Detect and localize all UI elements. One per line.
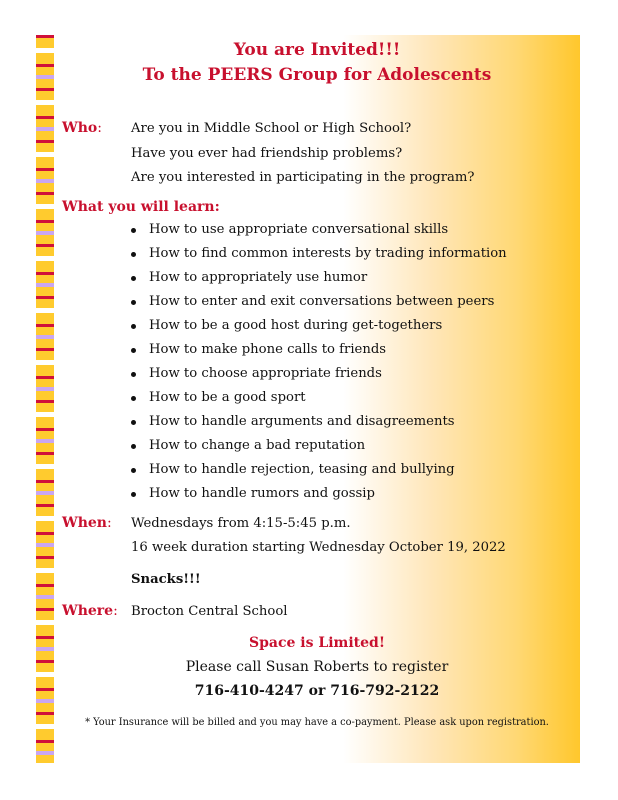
phone-numbers: 716-410-4247 or 716-792-2122	[194, 683, 440, 699]
decorative-stripe-border	[36, 35, 54, 763]
snacks-text: Snacks!!!	[131, 572, 201, 587]
who-line-2: Have you ever had friendship problems?	[131, 146, 403, 161]
who-colon: :	[97, 120, 102, 136]
list-item-text: How to handle rumors and gossip	[149, 486, 375, 501]
who-line-1: Are you in Middle School or High School?	[131, 121, 412, 136]
who-label	[62, 120, 102, 136]
where-value: Brocton Central School	[131, 604, 288, 619]
stripe-segment	[36, 105, 54, 152]
when-label-text: When	[62, 515, 107, 531]
list-item-text: How to use appropriate conversational skills	[149, 222, 449, 237]
list-item-text: How to handle rejection, teasing and bullying	[149, 462, 455, 477]
stripe-segment	[36, 677, 54, 724]
stripe-segment	[36, 417, 54, 464]
list-item-text: How to be a good host during get-togethers	[149, 318, 443, 333]
bullet-icon	[131, 372, 136, 377]
stripe-segment	[36, 53, 54, 100]
when-label	[62, 515, 112, 531]
bullet-icon	[131, 252, 136, 257]
stripe-segment	[36, 625, 54, 672]
where-label	[62, 603, 118, 619]
stripe-segment	[36, 521, 54, 568]
bullet-icon	[131, 348, 136, 353]
list-item-text: How to choose appropriate friends	[149, 366, 382, 381]
stripe-segment	[36, 365, 54, 412]
where-label-text: Where	[62, 603, 114, 619]
stripe-segment	[36, 157, 54, 204]
stripe-segment	[36, 313, 54, 360]
who-label-text: Who	[62, 120, 98, 136]
stripe-segment	[36, 573, 54, 620]
stripe-segment	[36, 469, 54, 516]
list-item-text: How to appropriately use humor	[149, 270, 368, 285]
stripe-segment	[36, 209, 54, 256]
stripe-segment	[36, 261, 54, 308]
bullet-icon	[131, 444, 136, 449]
bullet-icon	[131, 492, 136, 497]
list-item-text: How to handle arguments and disagreements	[149, 414, 455, 429]
list-item-text: How to make phone calls to friends	[149, 342, 387, 357]
who-line-3: Are you interested in participating in the program?	[131, 170, 475, 185]
insurance-footnote: * Your Insurance will be billed and you may have a co-payment. Please ask upon registration.	[85, 717, 549, 728]
title-invited: You are Invited!!!	[233, 40, 401, 60]
stripe-segment	[36, 35, 54, 48]
call-to-register-text: Please call Susan Roberts to register	[185, 659, 449, 675]
bullet-icon	[131, 228, 136, 233]
list-item-text: How to find common interests by trading information	[149, 246, 507, 261]
list-item-text: How to be a good sport	[149, 390, 306, 405]
bullet-icon	[131, 300, 136, 305]
bullet-icon	[131, 324, 136, 329]
bullet-icon	[131, 420, 136, 425]
bullet-icon	[131, 396, 136, 401]
when-colon: :	[107, 515, 112, 531]
stripe-segment	[36, 729, 54, 763]
space-limited-text: Space is Limited!	[249, 635, 385, 651]
where-colon: :	[113, 603, 118, 619]
when-line-1: Wednesdays from 4:15-5:45 p.m.	[131, 516, 351, 531]
bullet-icon	[131, 276, 136, 281]
when-line-2: 16 week duration starting Wednesday October 19, 2022	[131, 540, 506, 555]
list-item-text: How to change a bad reputation	[149, 438, 366, 453]
bullet-icon	[131, 468, 136, 473]
learn-label: What you will learn:	[62, 199, 220, 215]
title-group: To the PEERS Group for Adolescents	[142, 65, 492, 85]
list-item-text: How to enter and exit conversations between peers	[149, 294, 495, 309]
